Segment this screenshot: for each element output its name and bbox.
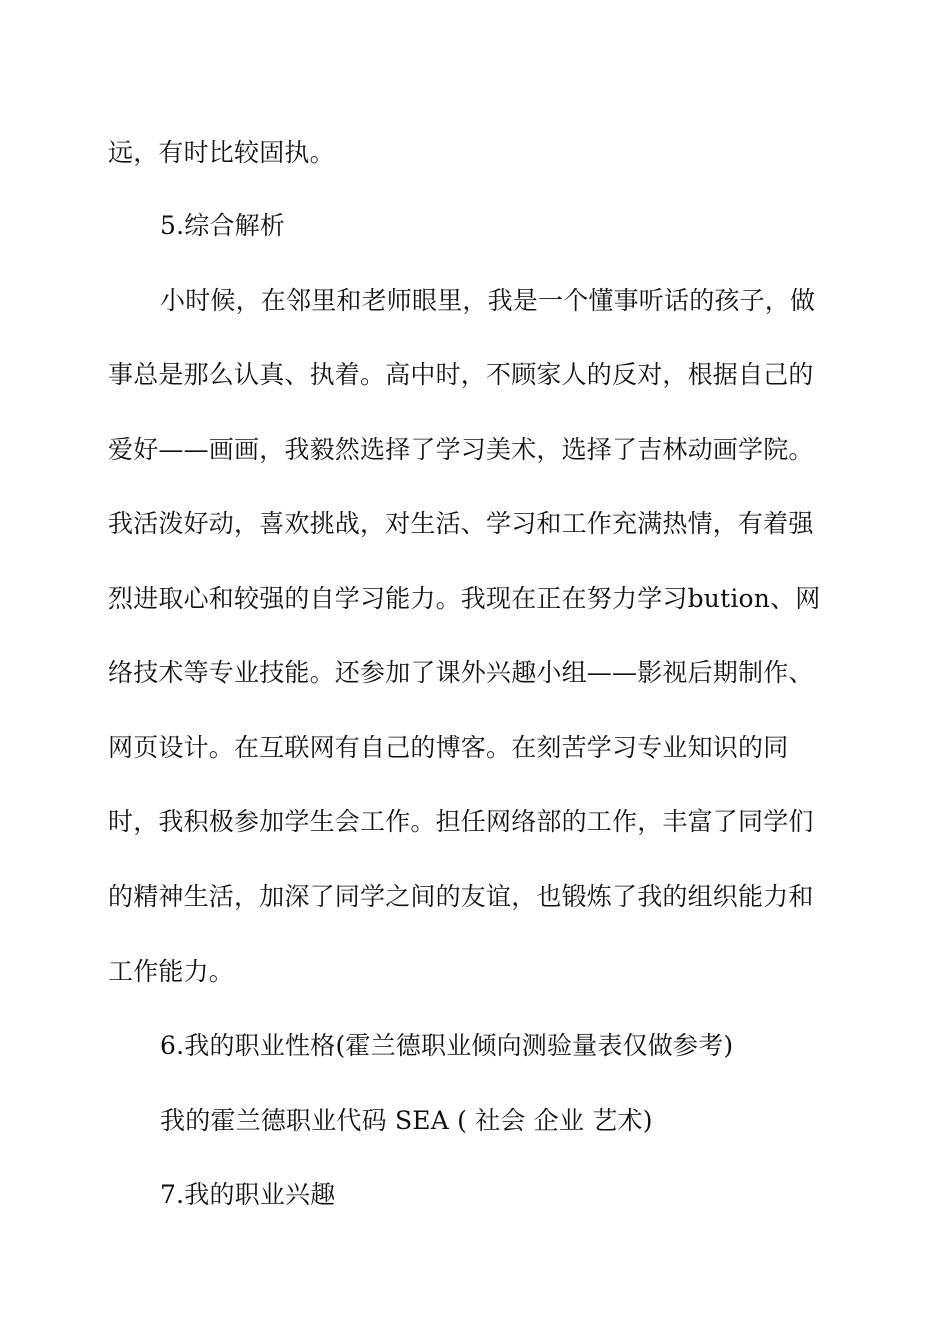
section-heading: 5.综合解析 (160, 211, 286, 240)
paragraph-line: 事总是那么认真、执着。高中时，不顾家人的反对，根据自己的 (108, 360, 814, 389)
paragraph-line: 爱好——画画，我毅然选择了学习美术，选择了吉林动画学院。 (108, 435, 814, 464)
paragraph-line: 的精神生活，加深了同学之间的友谊，也锻炼了我的组织能力和 (108, 882, 814, 911)
paragraph-line: 小时候，在邻里和老师眼里，我是一个懂事听话的孩子，做 (160, 286, 816, 315)
holland-code-line: 我的霍兰德职业代码 SEA ( 社会 企业 艺术) (160, 1106, 653, 1135)
paragraph-line: 工作能力。 (108, 957, 235, 986)
paragraph-line: 烈进取心和较强的自学习能力。我现在正在努力学习bution、网 (108, 584, 821, 613)
paragraph-line: 络技术等专业技能。还参加了课外兴趣小组——影视后期制作、 (108, 658, 814, 687)
paragraph-line: 我活泼好动，喜欢挑战，对生活、学习和工作充满热情，有着强 (108, 509, 814, 538)
text-line: 远，有时比较固执。 (108, 138, 335, 167)
section-heading: 6.我的职业性格(霍兰德职业倾向测验量表仅做参考) (160, 1031, 734, 1060)
section-heading: 7.我的职业兴趣 (160, 1180, 336, 1209)
paragraph-line: 网页设计。在互联网有自己的博客。在刻苦学习专业知识的同 (108, 733, 789, 762)
paragraph-line: 时，我积极参加学生会工作。担任网络部的工作，丰富了同学们 (108, 807, 814, 836)
